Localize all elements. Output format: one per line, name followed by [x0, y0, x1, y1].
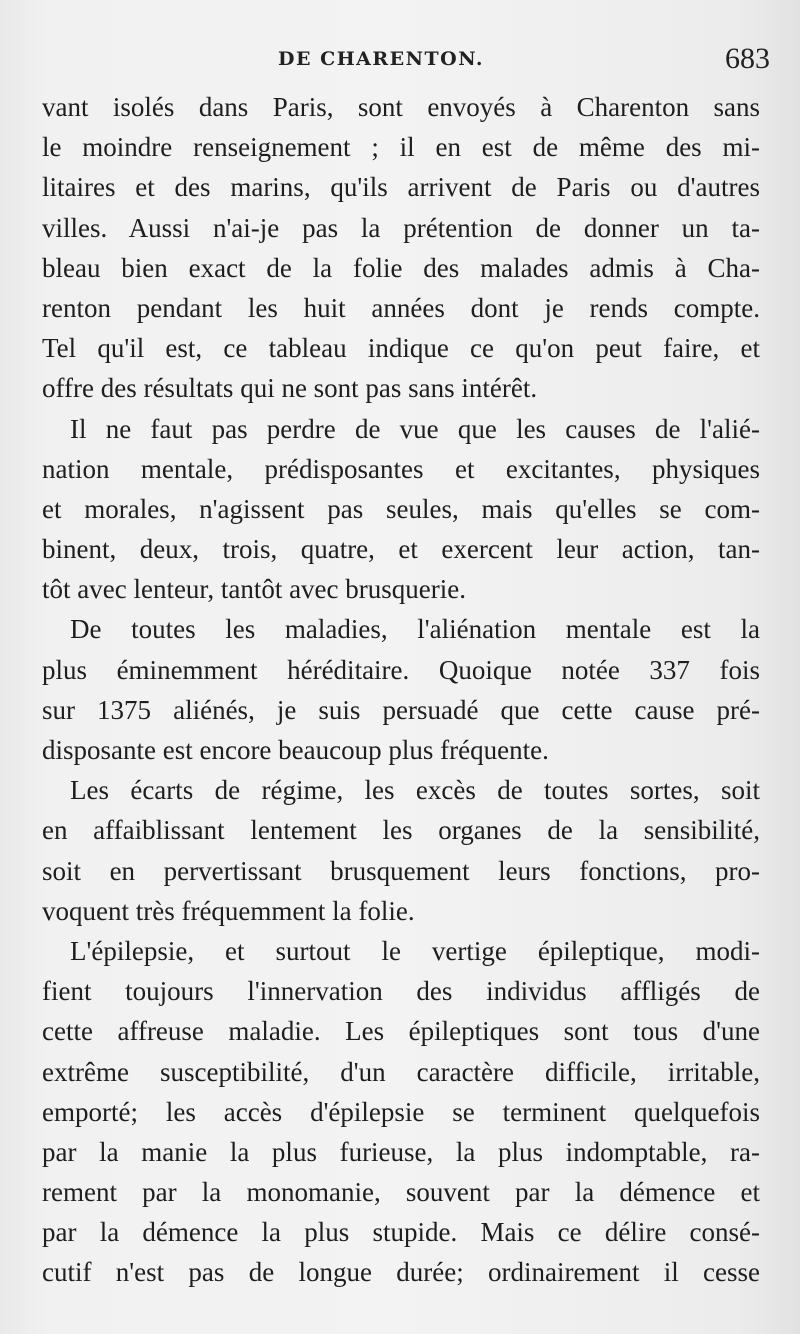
text-line: plus éminemment héréditaire. Quoique notée 337 fois — [42, 654, 760, 685]
text-line: villes. Aussi n'ai-je pas la prétention de donner un ta- — [42, 212, 760, 243]
text-line: cette affreuse maladie. Les épileptiques sont tous d'une — [42, 1016, 760, 1047]
text-line: litaires et des marins, qu'ils arrivent de Paris ou d'autres — [42, 172, 760, 203]
text-line: bleau bien exact de la folie des malades admis à Cha- — [42, 252, 760, 283]
text-line: Les écarts de régime, les excès de toutes sortes, soit — [70, 775, 760, 806]
text-line: De toutes les maladies, l'aliénation mentale est la — [70, 614, 760, 645]
text-line: nation mentale, prédisposantes et excitantes, physiques — [42, 453, 760, 484]
text-line: par la manie la plus furieuse, la plus indomptable, ra- — [42, 1136, 760, 1167]
page-number: 683 — [725, 42, 770, 75]
text-line: tôt avec lenteur, tantôt avec brusquerie. — [42, 574, 466, 605]
text-line: L'épilepsie, et surtout le vertige épileptique, modi- — [70, 935, 760, 966]
running-head: DE CHARENTON. — [278, 48, 484, 70]
text-line: offre des résultats qui ne sont pas sans intérêt. — [42, 373, 538, 404]
text-line: renton pendant les huit années dont je rends compte. — [42, 292, 760, 323]
text-line: Tel qu'il est, ce tableau indique ce qu'on peut faire, et — [42, 333, 760, 364]
text-line: extrême susceptibilité, d'un caractère difficile, irritable, — [42, 1056, 760, 1087]
text-line: soit en pervertissant brusquement leurs fonctions, pro- — [42, 855, 760, 886]
text-line: Il ne faut pas perdre de vue que les causes de l'alié- — [70, 413, 760, 444]
text-line: rement par la monomanie, souvent par la démence et — [42, 1177, 760, 1208]
body-text — [42, 87, 760, 1293]
text-line: sur 1375 aliénés, je suis persuadé que cette cause pré- — [42, 694, 760, 725]
page-header — [0, 42, 800, 82]
text-line: vant isolés dans Paris, sont envoyés à Charenton sans — [42, 92, 760, 122]
text-line: le moindre renseignement ; il en est de même des mi- — [42, 132, 760, 163]
text-line: voquent très fréquemment la folie. — [42, 895, 415, 926]
text-line: binent, deux, trois, quatre, et exercent leur action, tan- — [42, 534, 760, 565]
text-line: disposante est encore beaucoup plus fréquente. — [42, 735, 549, 765]
text-line: en affaiblissant lentement les organes de la sensibilité, — [42, 815, 760, 846]
text-line: par la démence la plus stupide. Mais ce délire consé- — [42, 1217, 760, 1248]
text-line: cutif n'est pas de longue durée; ordinairement il cesse — [42, 1257, 760, 1288]
text-line: emporté; les accès d'épilepsie se terminent quelquefois — [42, 1096, 760, 1127]
text-line: fient toujours l'innervation des individus affligés de — [42, 976, 760, 1007]
text-line: et morales, n'agissent pas seules, mais qu'elles se com- — [42, 493, 760, 524]
